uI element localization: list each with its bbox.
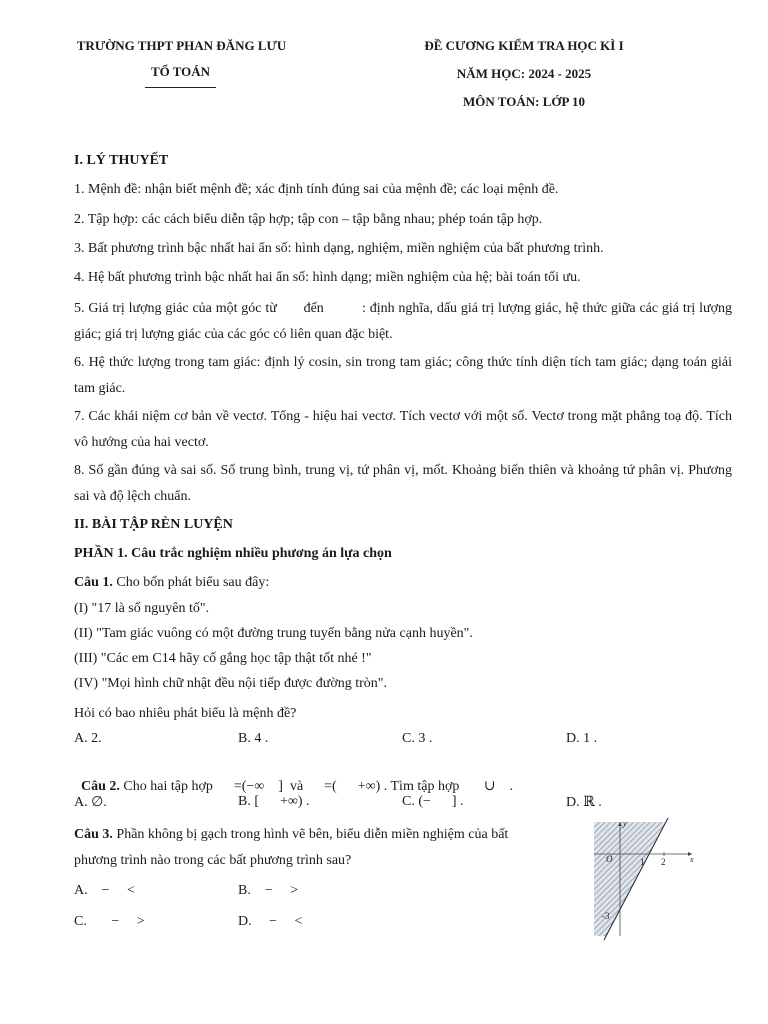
q2-option-d: D. ℝ .	[566, 795, 602, 810]
q2-option-a: A. ∅.	[74, 795, 107, 810]
theory-item-1: 1. Mệnh đề: nhận biết mệnh đề; xác định tính đúng sai của mệnh đề; các loại mệnh đề.	[74, 182, 559, 197]
q1-option-a: A. 2.	[74, 731, 102, 746]
q2-intro	[74, 762, 513, 795]
origin-label: O	[606, 854, 613, 864]
q3-option-b: B. − >	[238, 883, 299, 898]
q2-option-b: B. [ +∞) .	[238, 794, 310, 809]
q3-region-graph	[586, 818, 698, 940]
q3-text-line1: Phần không bị gạch trong hình vẽ bên, biểu diễn miền nghiệm của bất	[112, 827, 509, 842]
q2-text: Cho hai tập hợp =(−∞ ] và =( +∞) . Tìm tập hợp ∪ .	[119, 779, 514, 794]
q1-option-b: B. 4 .	[238, 731, 269, 746]
q3-option-c: C. − >	[74, 914, 145, 929]
department-name: TỔ TOÁN	[150, 64, 211, 79]
q1-question: Hỏi có bao nhiêu phát biểu là mệnh đề?	[74, 706, 297, 721]
q1-statement-3: (III) "Các em C14 hãy cố gắng học tập thật tốt nhé !"	[74, 651, 372, 666]
q1-statement-2: (II) "Tam giác vuông có một đường trung tuyến bằng nửa cạnh huyền".	[74, 626, 473, 641]
tick-label-minus3: -3	[602, 911, 610, 921]
doc-title: ĐỀ CƯƠNG KIỂM TRA HỌC KÌ I	[424, 38, 624, 53]
tick-label-1: 1	[640, 857, 645, 867]
theory-item-7: 7. Các khái niệm cơ bản về vectơ. Tổng - hiệu hai vectơ. Tích vectơ với một số. Vectơ trong mặt phẳng toạ độ. Tích vô hướng của hai vectơ.	[74, 409, 732, 450]
q3-text-line2: phương trình nào trong các bất phương trình sau?	[74, 853, 352, 868]
q1-option-d: D. 1 .	[566, 731, 598, 746]
theory-item-4: 4. Hệ bất phương trình bậc nhất hai ẩn số: hình dạng; miền nghiệm của hệ; bài toán tối ưu.	[74, 270, 581, 285]
q1-text: Cho bốn phát biểu sau đây:	[112, 575, 270, 590]
y-axis-label: y	[623, 819, 627, 828]
q3-option-d: D. − <	[238, 914, 303, 929]
tick-label-2: 2	[661, 857, 666, 867]
theory-item-2: 2. Tập hợp: các cách biểu diễn tập hợp; tập con – tập bằng nhau; phép toán tập hợp.	[74, 212, 543, 227]
q2-label: Câu 2.	[81, 779, 120, 794]
school-year: NĂM HỌC: 2024 - 2025	[456, 66, 592, 81]
exercises-heading: II. BÀI TẬP RÈN LUYỆN	[74, 517, 233, 532]
x-axis-label: x	[690, 855, 694, 864]
school-name: TRƯỜNG THPT PHAN ĐĂNG LƯU	[76, 38, 287, 53]
q1-label: Câu 1.	[74, 575, 113, 590]
theory-item-3: 3. Bất phương trình bậc nhất hai ẩn số: hình dạng, nghiệm, miền nghiệm của bất phương trình.	[74, 241, 604, 256]
q3-label: Câu 3.	[74, 827, 113, 842]
theory-item-5: 5. Giá trị lượng giác của một góc từ đến : định nghĩa, dấu giá trị lượng giác, hệ thức giữa các giá trị lượng giác; giá trị lượng giác của các góc có liên quan đặc biệt.	[74, 301, 736, 342]
theory-item-6: 6. Hệ thức lượng trong tam giác: định lý cosin, sin trong tam giác; công thức tính diện tích tam giác; dạng toán giải tam giác.	[74, 355, 732, 396]
q1-statement-4: (IV) "Mọi hình chữ nhật đều nội tiếp được đường tròn".	[74, 676, 388, 691]
header-rule	[145, 87, 216, 88]
q3-intro	[74, 827, 508, 843]
subject: MÔN TOÁN: LỚP 10	[463, 94, 585, 109]
theory-heading: I. LÝ THUYẾT	[74, 153, 169, 168]
q1-statement-1: (I) "17 là số nguyên tố".	[74, 601, 210, 616]
q1-intro	[74, 575, 269, 591]
q3-option-a: A. − <	[74, 883, 135, 898]
q1-option-c: C. 3 .	[402, 731, 433, 746]
q2-option-c: C. (− ] .	[402, 794, 464, 809]
part1-heading: PHẦN 1. Câu trắc nghiệm nhiều phương án lựa chọn	[74, 546, 392, 561]
theory-item-8: 8. Số gần đúng và sai số. Số trung bình, trung vị, tứ phân vị, mốt. Khoảng biến thiên và khoảng tứ phân vị. Phương sai và độ lệch chuẩn.	[74, 463, 732, 504]
